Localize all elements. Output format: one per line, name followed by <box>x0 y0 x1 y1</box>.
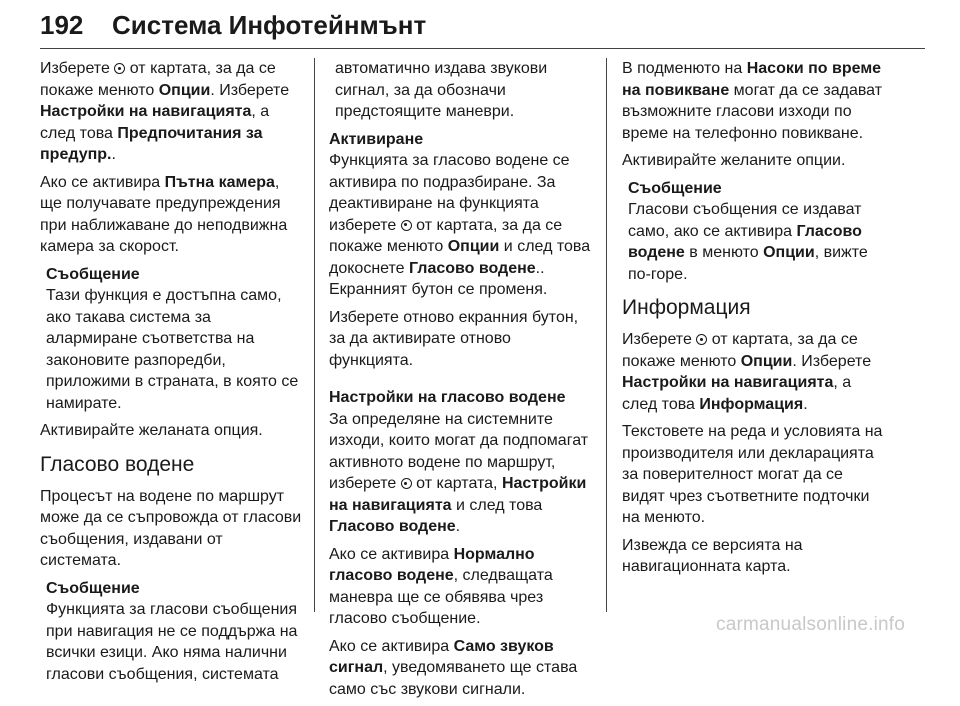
paragraph-select-options: Изберете от картата, за да се покаже менюто Опции. Изберете Настройки на навигацията, а след това Предпочитания за предупр.. <box>40 60 290 163</box>
column-2 <box>329 58 595 706</box>
note-box <box>622 178 888 286</box>
watermark: carmanualsonline.info <box>716 614 906 635</box>
note-title: Съобщение <box>46 579 140 597</box>
map-center-icon <box>401 478 412 489</box>
section-heading-voice-guidance: Гласово водене <box>40 452 195 476</box>
column-divider-1 <box>314 58 315 612</box>
page-title: Система Инфотейнмънт <box>112 10 427 40</box>
header-divider <box>40 48 925 49</box>
note-text: Гласови съобщения се издават само, ако се активира Гласово водене в менюто Опции, вижте по-горе. <box>628 201 868 283</box>
column-3 <box>622 58 888 584</box>
note-title: Съобщение <box>628 179 722 197</box>
paragraph-info-menu: Изберете от картата, за да се покаже менюто Опции. Изберете Настройки на навигацията, а след това Информация. <box>622 331 872 413</box>
paragraph-map-version: Извежда се версията на навигационната карта. <box>622 536 803 575</box>
paragraph-activate-options: Активирайте желаните опции. <box>622 152 846 169</box>
paragraph-activation: Функцията за гласово водене се активира по подразбиране. За деактивиране на функцията изберете от картата, за да се покаже менюто Опции и след това докоснете Гласово водене.. Екранният бутон се променя. <box>329 152 591 298</box>
note-continuation: автоматично издава звукови сигнал, за да обозначи предстоящите маневри. <box>335 60 548 120</box>
section-heading-information: Информация <box>622 296 751 319</box>
note-box <box>40 578 302 686</box>
paragraph-reactivate: Изберете отново екранния бутон, за да активирате отново функцията. <box>329 308 579 369</box>
subheading-activation: Активиране <box>329 130 424 148</box>
paragraph-normal-voice: Ако се активира Нормално гласово водене, следващата маневра ще се обявява чрез гласово съобщение. <box>329 545 553 627</box>
column-divider-2 <box>606 58 607 612</box>
note-title: Съобщение <box>46 265 140 283</box>
page-header <box>40 10 925 50</box>
note-text: Функцията за гласови съобщения при навигация не се поддържа на всички езици. Ако няма налични гласови съобщения, системата <box>46 601 298 683</box>
paragraph-voice-settings: За определяне на системните изходи, които могат да подпомагат активното водене по маршрут, изберете от картата, Настройки на навигацията и след това Гласово водене. <box>329 410 589 535</box>
paragraph-voice-intro: Процесът на водене по маршрут може да се съпровожда от гласови съобщения, издавани от системата. <box>40 487 302 569</box>
map-center-icon <box>401 220 412 231</box>
paragraph-beep-only: Ако се активира Само звуков сигнал, уведомяването ще става само със звукови сигнали. <box>329 637 578 698</box>
column-1 <box>40 58 302 691</box>
subheading-voice-settings: Настройки на гласово водене <box>329 389 566 406</box>
paragraph-activate: Активирайте желаната опция. <box>40 422 263 439</box>
paragraph-speed-camera: Ако се активира Пътна камера, ще получавате предупреждения при наближаване до неподвижна камера за скорост. <box>40 173 288 255</box>
note-box <box>40 264 302 415</box>
paragraph-terms: Текстовете на реда и условията на производителя или декларацията за поверителност могат да се видят чрез съответните подточки на менюто. <box>622 423 883 526</box>
note-text: Тази функция е достъпна само, ако такава система за алармиране съответства на законовите разпоредби, приложими в страната, в която се намирате. <box>46 287 299 412</box>
paragraph-call-guidance: В подменюто на Насоки по време на повикване могат да се задават възможните гласови изходи по време на телефонно повикване. <box>622 60 883 142</box>
map-center-icon <box>696 334 707 345</box>
map-center-icon <box>114 63 125 74</box>
page-number: 192 <box>40 10 84 40</box>
